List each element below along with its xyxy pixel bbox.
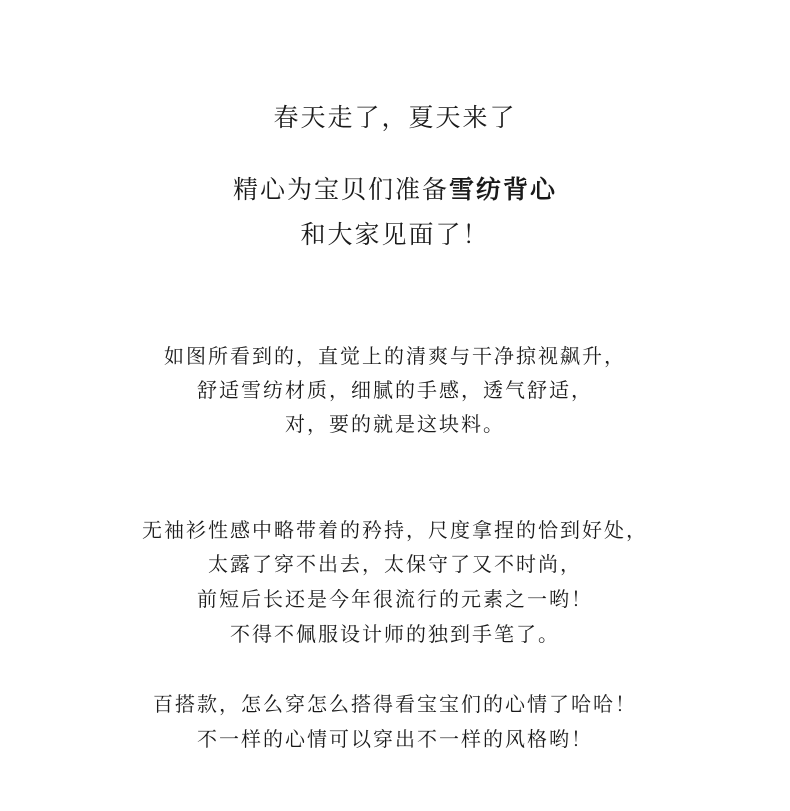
intro-line-3: 和大家见面了！: [300, 220, 490, 249]
paragraph-3-line-2: 不一样的心情可以穿出不一样的风格哟！: [197, 727, 593, 751]
paragraph-1-line-3: 对，要的就是这块料。: [285, 412, 505, 436]
paragraph-2-line-1: 无袖衫性感中略带着的矜持，尺度拿捏的恰到好处，: [142, 518, 648, 542]
paragraph-1-line-1: 如图所看到的，直觉上的清爽与干净掠视飙升，: [164, 344, 626, 368]
paragraph-1-line-2: 舒适雪纺材质，细腻的手感，透气舒适，: [197, 378, 593, 402]
paragraph-2-line-3: 前短后长还是今年很流行的元素之一哟！: [197, 587, 593, 611]
intro-line-1: 春天走了，夏天来了: [273, 103, 517, 132]
paragraph-2-line-2: 太露了穿不出去，太保守了又不时尚，: [208, 552, 582, 576]
intro-line-2-prefix: 精心为宝贝们准备: [232, 175, 449, 204]
paragraph-2-line-4: 不得不佩服设计师的独到手笔了。: [230, 622, 560, 646]
paragraph-3-line-1: 百搭款，怎么穿怎么搭得看宝宝们的心情了哈哈！: [153, 692, 637, 716]
intro-line-2: [0, 170, 790, 206]
product-name-highlight: 雪纺背心: [449, 175, 558, 204]
